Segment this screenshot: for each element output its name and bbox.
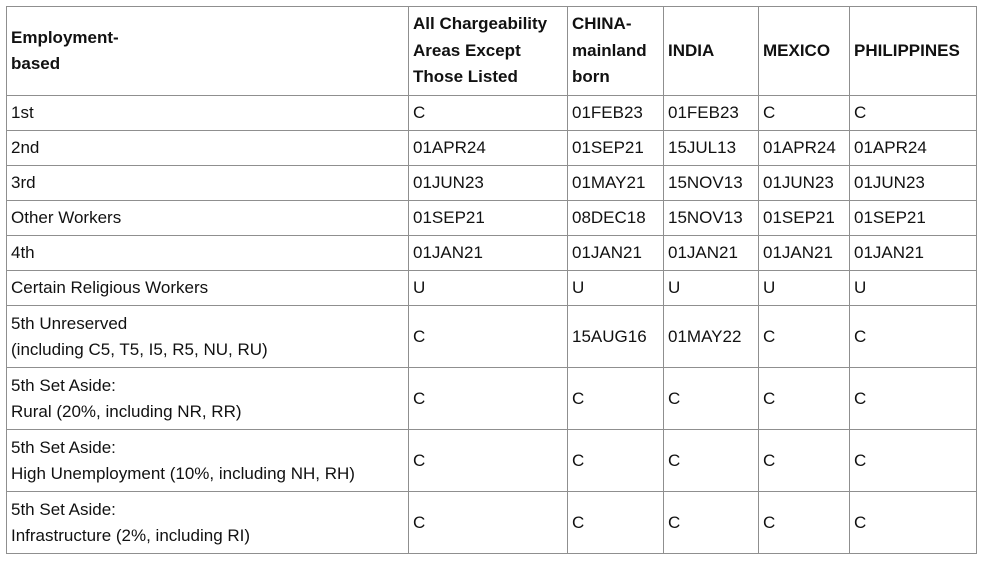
date-cell: U xyxy=(409,271,568,306)
date-cell: U xyxy=(664,271,759,306)
date-cell: C xyxy=(568,430,664,492)
category-cell: 5th Set Aside: Rural (20%, including NR, RR) xyxy=(7,368,409,430)
date-cell: C xyxy=(664,492,759,554)
date-cell: C xyxy=(759,96,850,131)
category-cell: 2nd xyxy=(7,131,409,166)
header-philippines: PHILIPPINES xyxy=(850,7,977,96)
date-cell: C xyxy=(759,368,850,430)
date-cell: 01JUN23 xyxy=(850,166,977,201)
category-cell: Other Workers xyxy=(7,201,409,236)
visa-bulletin-table xyxy=(6,6,977,554)
date-cell: C xyxy=(409,430,568,492)
date-cell: C xyxy=(409,96,568,131)
table-body xyxy=(7,96,977,554)
table-row xyxy=(7,492,977,554)
date-cell: 01APR24 xyxy=(850,131,977,166)
date-cell: C xyxy=(568,368,664,430)
date-cell: U xyxy=(759,271,850,306)
category-cell: 5th Unreserved (including C5, T5, I5, R5, NU, RU) xyxy=(7,306,409,368)
date-cell: 01JAN21 xyxy=(568,236,664,271)
category-cell: Certain Religious Workers xyxy=(7,271,409,306)
date-cell: C xyxy=(568,492,664,554)
date-cell: 01APR24 xyxy=(409,131,568,166)
date-cell: 15NOV13 xyxy=(664,201,759,236)
date-cell: 01JUN23 xyxy=(409,166,568,201)
table-header xyxy=(7,7,977,96)
date-cell: 01MAY22 xyxy=(664,306,759,368)
table-row xyxy=(7,306,977,368)
category-cell: 5th Set Aside: High Unemployment (10%, including NH, RH) xyxy=(7,430,409,492)
date-cell: 01JAN21 xyxy=(664,236,759,271)
date-cell: 01APR24 xyxy=(759,131,850,166)
table-row xyxy=(7,236,977,271)
table-row xyxy=(7,201,977,236)
category-cell: 1st xyxy=(7,96,409,131)
date-cell: 15JUL13 xyxy=(664,131,759,166)
date-cell: C xyxy=(759,306,850,368)
date-cell: 01SEP21 xyxy=(759,201,850,236)
header-china: CHINA- mainland born xyxy=(568,7,664,96)
header-employment-based: Employment- based xyxy=(7,7,409,96)
header-row xyxy=(7,7,977,96)
header-mexico: MEXICO xyxy=(759,7,850,96)
date-cell: 15AUG16 xyxy=(568,306,664,368)
category-cell: 5th Set Aside: Infrastructure (2%, including RI) xyxy=(7,492,409,554)
date-cell: 01FEB23 xyxy=(568,96,664,131)
date-cell: C xyxy=(759,430,850,492)
date-cell: C xyxy=(850,430,977,492)
date-cell: 08DEC18 xyxy=(568,201,664,236)
date-cell: 01SEP21 xyxy=(850,201,977,236)
category-cell: 3rd xyxy=(7,166,409,201)
header-india: INDIA xyxy=(664,7,759,96)
date-cell: 01MAY21 xyxy=(568,166,664,201)
table-row xyxy=(7,430,977,492)
date-cell: U xyxy=(568,271,664,306)
date-cell: C xyxy=(409,368,568,430)
date-cell: C xyxy=(409,306,568,368)
table-row xyxy=(7,96,977,131)
table-row xyxy=(7,131,977,166)
date-cell: U xyxy=(850,271,977,306)
date-cell: 01JUN23 xyxy=(759,166,850,201)
date-cell: 15NOV13 xyxy=(664,166,759,201)
date-cell: 01FEB23 xyxy=(664,96,759,131)
date-cell: 01JAN21 xyxy=(759,236,850,271)
date-cell: C xyxy=(850,368,977,430)
date-cell: 01JAN21 xyxy=(409,236,568,271)
date-cell: C xyxy=(664,430,759,492)
date-cell: C xyxy=(759,492,850,554)
category-cell: 4th xyxy=(7,236,409,271)
date-cell: C xyxy=(850,96,977,131)
date-cell: C xyxy=(850,492,977,554)
date-cell: C xyxy=(664,368,759,430)
date-cell: 01SEP21 xyxy=(409,201,568,236)
table-row xyxy=(7,271,977,306)
date-cell: 01SEP21 xyxy=(568,131,664,166)
date-cell: 01JAN21 xyxy=(850,236,977,271)
header-all-chargeability: All Chargeability Areas Except Those Listed xyxy=(409,7,568,96)
date-cell: C xyxy=(409,492,568,554)
table-row xyxy=(7,368,977,430)
date-cell: C xyxy=(850,306,977,368)
table-row xyxy=(7,166,977,201)
